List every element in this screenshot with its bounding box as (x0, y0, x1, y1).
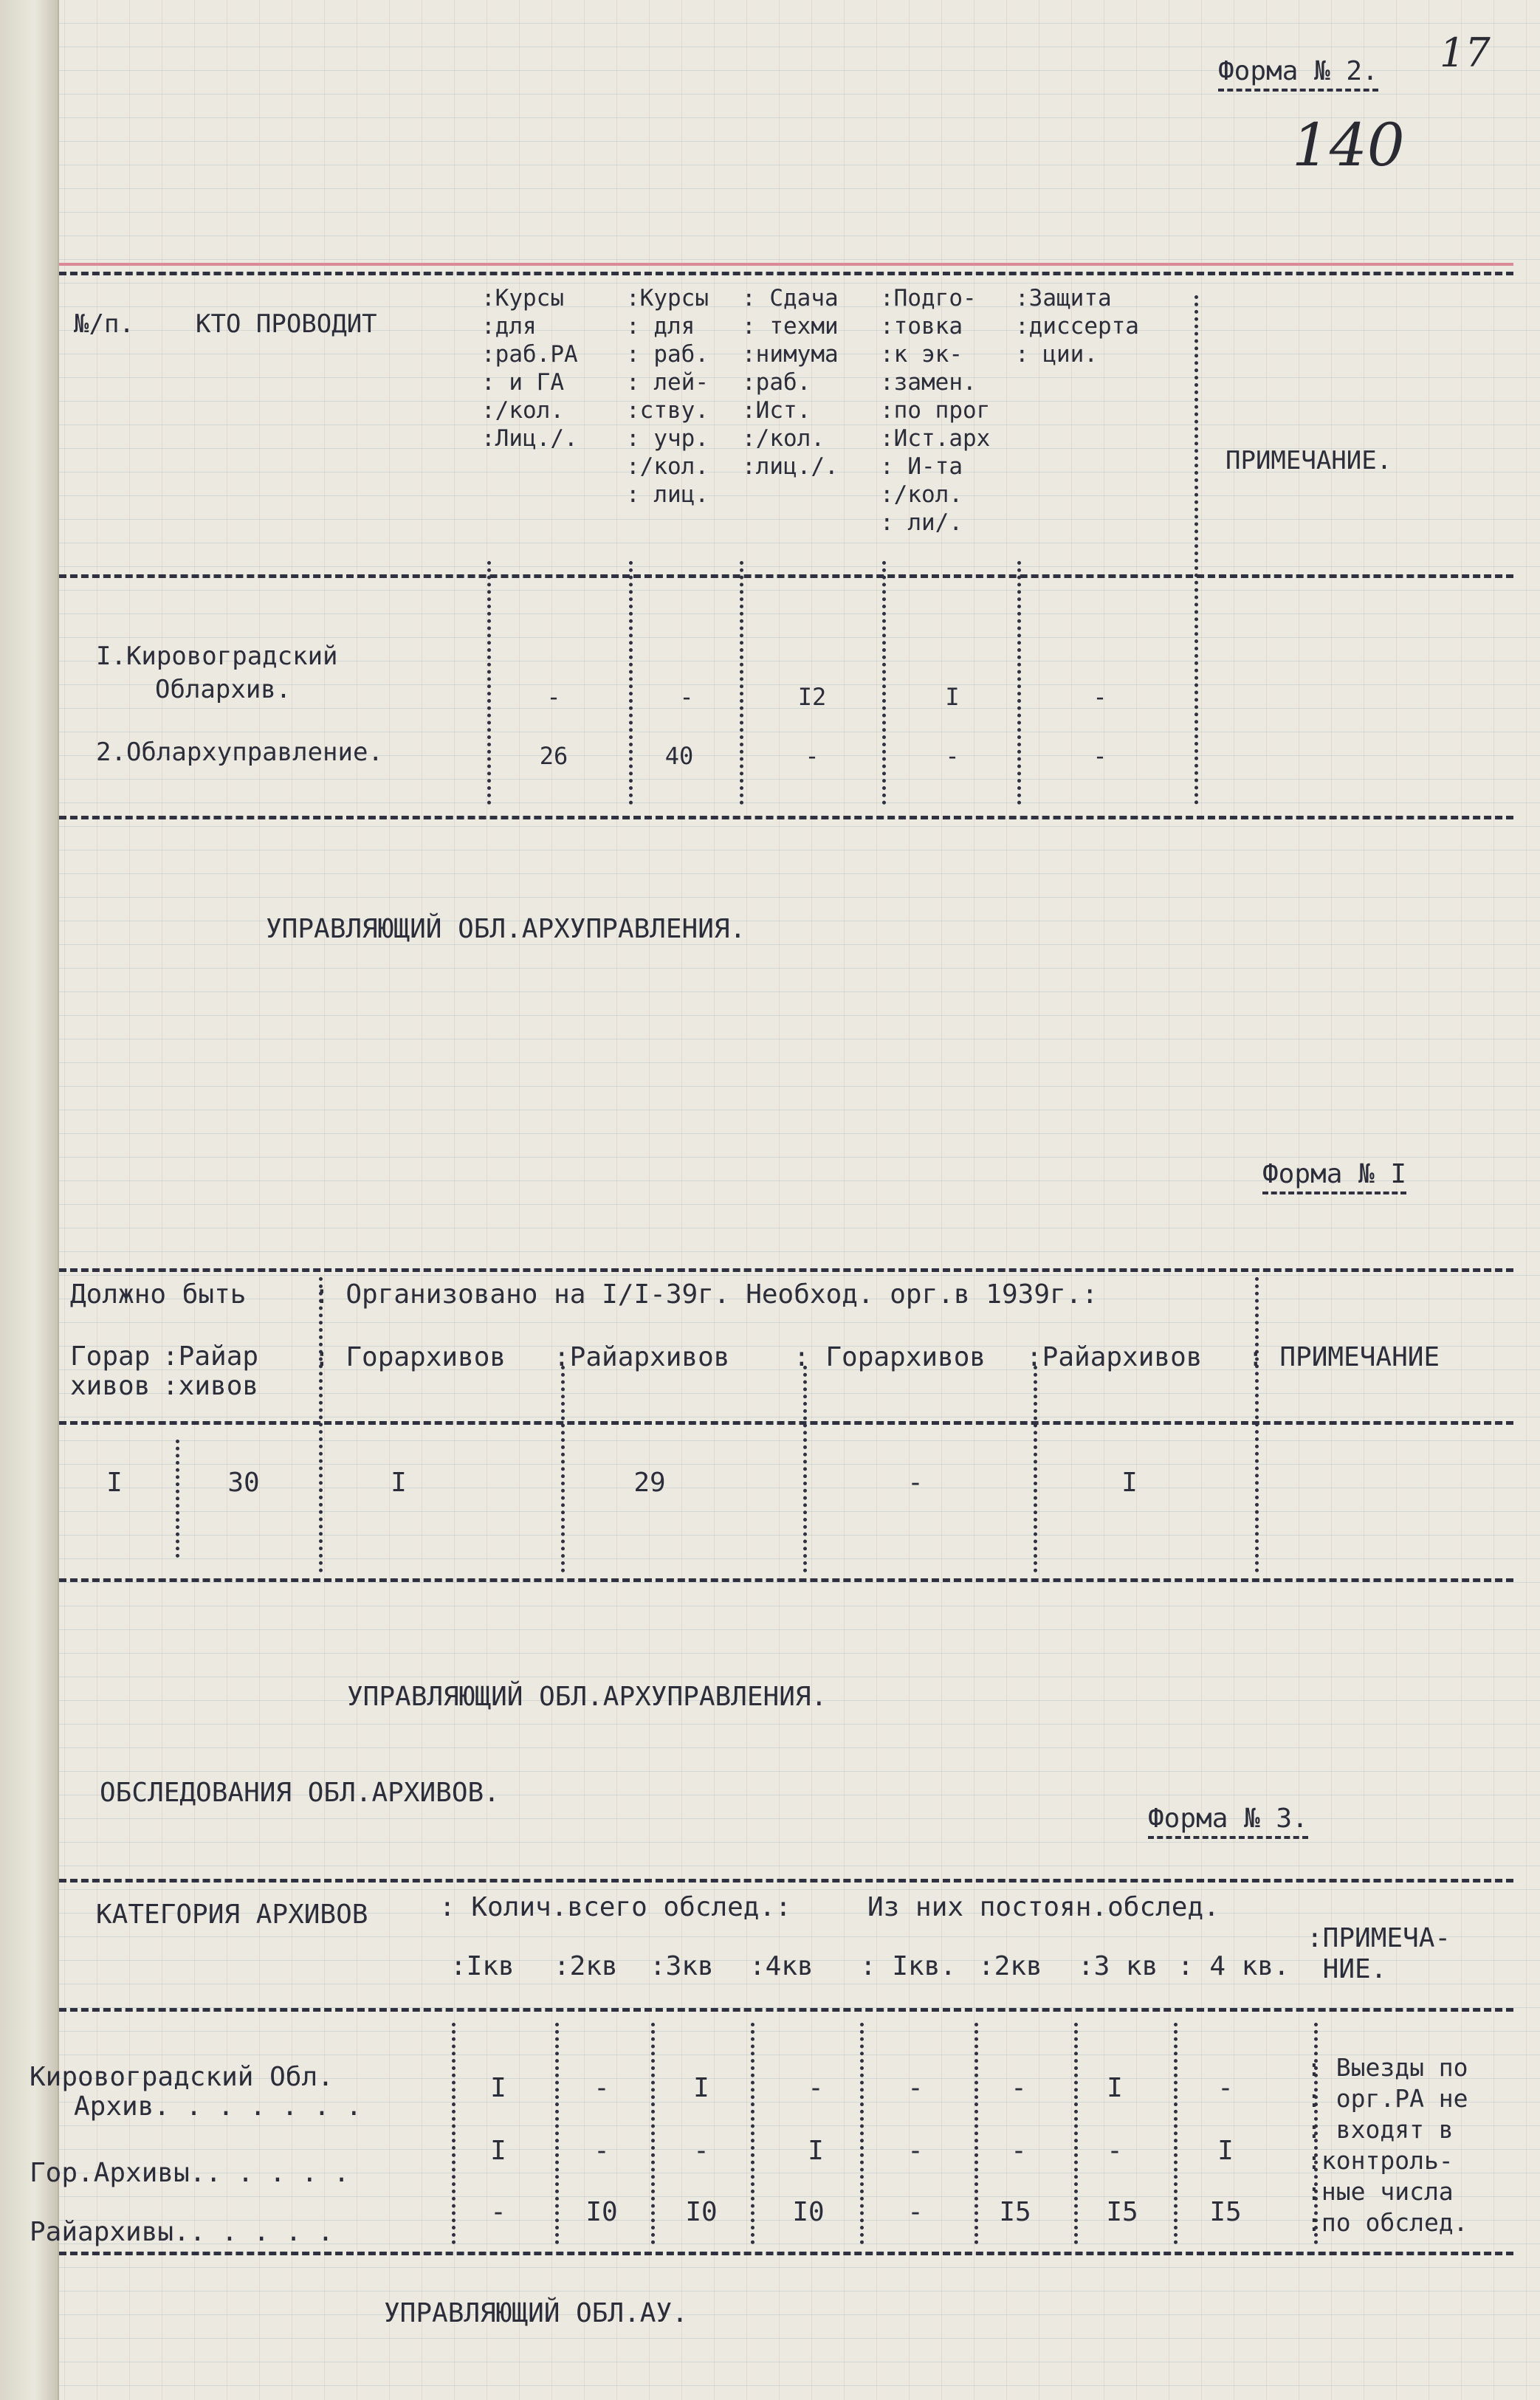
form1-row-ray1: 29 (633, 1468, 666, 1498)
form1-col-divider (1034, 1366, 1037, 1572)
form1-header-organized: : Организовано на I/I-39г. Необход. орг.в 1939г.: (314, 1279, 1099, 1310)
form3-row2-p2: - (1011, 2136, 1027, 2166)
form3-row1-name2: Архив. . . . . . . (74, 2091, 362, 2122)
form3-title: ОБСЛЕДОВАНИЯ ОБЛ.АРХИВОВ. (100, 1778, 500, 1808)
form2-row1-c2: - (679, 683, 694, 711)
form3-col-divider (555, 2023, 559, 2244)
form3-row2-name: Гор.Архивы.. . . . . (30, 2158, 350, 2188)
form3-row2-q2: - (594, 2136, 610, 2166)
form2-header-note: ПРИМЕЧАНИЕ. (1226, 446, 1392, 475)
form3-row3-p1: - (907, 2197, 924, 2227)
form2-label: Форма № 2. (1218, 58, 1378, 92)
form3-header-p3: :3 кв (1078, 1951, 1158, 1981)
form3-row1-name: Кировоградский Обл. (30, 2062, 334, 2092)
form2-header-c3: : Сдача : техми :нимума :раб. :Ист. :/кол. :лиц./. (742, 285, 839, 480)
form3-row3-p4: I5 (1209, 2197, 1242, 2227)
form3-col-divider (651, 2023, 655, 2244)
form2-row1-name: I.Кировоградский (96, 642, 338, 671)
form3-label: Форма № 3. (1148, 1805, 1308, 1839)
form2-col-divider (487, 561, 491, 805)
form3-col-divider (751, 2023, 754, 2244)
form2-row1-c3: I2 (797, 683, 827, 711)
form3-row3-q1: - (490, 2197, 506, 2227)
form3-header-p1: : Iкв. (860, 1951, 957, 1981)
form3-row3-q3: I0 (685, 2197, 718, 2227)
form2-row2-c2: 40 (664, 742, 694, 770)
form2-header-num: №/п. (74, 309, 134, 339)
form3-row1-p4: - (1217, 2073, 1234, 2103)
form1-header-note: : ПРИМЕЧАНИЕ (1248, 1342, 1440, 1372)
form3-header-q3: :3кв (650, 1951, 714, 1981)
form2-row2-c3: - (805, 742, 819, 770)
form1-col-divider (176, 1440, 179, 1558)
form2-header-c1: :Курсы :для :раб.РА : и ГА :/кол. :Лиц./. (481, 285, 578, 452)
form2-col-divider (740, 561, 743, 805)
form1-col-divider (319, 1277, 323, 1572)
form1-header-ray2: :Райархивов (1026, 1342, 1203, 1372)
form2-bottom-rule (59, 816, 1513, 819)
form2-row1-name2: Облархив. (155, 675, 292, 704)
form2-row2-c4: - (945, 742, 960, 770)
form3-row3-p3: I5 (1106, 2197, 1138, 2227)
form3-row1-q2: - (594, 2073, 610, 2103)
form2-row2-c1: 26 (539, 742, 568, 770)
form2-row1-c5: - (1093, 683, 1107, 711)
form3-header-permanent: Из них постоян.обслед. (867, 1892, 1220, 1922)
form1-header-gor1: : Горархивов (314, 1342, 506, 1372)
form2-col-divider (1194, 295, 1198, 805)
form1-header-ray-short: :Райар :хивов (162, 1341, 259, 1401)
form1-col-divider (561, 1366, 565, 1572)
form3-col-divider (1174, 2023, 1178, 2244)
form2-col-divider (882, 561, 886, 805)
page-number-handwritten: 17 (1440, 30, 1491, 76)
form3-row3-q4: I0 (792, 2197, 825, 2227)
form3-row1-p1: - (907, 2073, 924, 2103)
form1-header-gor-short: Горар хивов (70, 1341, 151, 1401)
form1-row-gor1: I (391, 1468, 407, 1498)
form1-top-rule (59, 1268, 1513, 1272)
form1-col-divider (1255, 1277, 1259, 1572)
form2-signature: УПРАВЛЯЮЩИЙ ОБЛ.АРХУПРАВЛЕНИЯ. (266, 914, 746, 944)
form2-row2-name: 2.Облархуправление. (96, 737, 383, 767)
form3-header-q2: :2кв (554, 1951, 618, 1981)
archive-number-handwritten: 140 (1292, 111, 1405, 179)
form1-row-ray-short: 30 (227, 1468, 260, 1498)
form1-header-ray1: :Райархивов (554, 1342, 730, 1372)
form1-signature: УПРАВЛЯЮЩИЙ ОБЛ.АРХУПРАВЛЕНИЯ. (347, 1682, 828, 1712)
form3-col-divider (860, 2023, 864, 2244)
form2-header-who: КТО ПРОВОДИТ (196, 309, 377, 339)
form3-row2-p1: - (907, 2136, 924, 2166)
form1-col-divider (803, 1366, 807, 1572)
form3-signature: УПРАВЛЯЮЩИЙ ОБЛ.АУ. (384, 2298, 688, 2328)
form3-col-divider (452, 2023, 456, 2244)
form1-row-gor2: - (907, 1468, 924, 1498)
form1-row-ray2: I (1121, 1468, 1138, 1498)
form3-row2-q4: I (808, 2136, 824, 2166)
form3-header-category: КАТЕГОРИЯ АРХИВОВ (96, 1899, 368, 1930)
form2-header-rule (59, 574, 1513, 578)
form3-row1-q4: - (808, 2073, 824, 2103)
form3-row3-name: Райархивы.. . . . . (30, 2217, 334, 2247)
binding-margin (0, 0, 59, 2400)
form3-header-q1: :Iкв (450, 1951, 515, 1981)
form3-bottom-rule (59, 2252, 1513, 2255)
form3-header-rule (59, 2008, 1513, 2012)
form2-header-c5: :Защита :диссерта : ции. (1015, 285, 1139, 368)
form3-row1-q3: I (693, 2073, 709, 2103)
form3-header-q4: :4кв (749, 1951, 814, 1981)
form3-col-divider (974, 2023, 978, 2244)
form2-row1-c1: - (546, 683, 561, 711)
form3-row1-p2: - (1011, 2073, 1027, 2103)
form3-row1-q1: I (490, 2073, 506, 2103)
form3-header-p4: : 4 кв. (1178, 1951, 1290, 1981)
form3-row2-q3: - (693, 2136, 709, 2166)
form2-top-rule (59, 272, 1513, 275)
form1-bottom-rule (59, 1578, 1513, 1582)
form1-header-gor2: : Горархивов (794, 1342, 986, 1372)
form3-header-p2: :2кв (978, 1951, 1042, 1981)
form3-header-total: : Колич.всего обслед.: (439, 1892, 791, 1922)
form3-row3-q2: I0 (585, 2197, 618, 2227)
form1-label: Форма № I (1262, 1161, 1406, 1194)
form3-col-divider (1074, 2023, 1078, 2244)
form3-row2-p4: I (1217, 2136, 1234, 2166)
form3-top-rule (59, 1879, 1513, 1882)
form2-col-divider (629, 561, 633, 805)
form3-row2-p3: - (1107, 2136, 1123, 2166)
form2-header-c2: :Курсы : для : раб. : лей- :ству. : учр. :/кол. : лиц. (626, 285, 709, 508)
form3-row2-q1: I (490, 2136, 506, 2166)
form2-row2-c5: - (1093, 742, 1107, 770)
form3-note-text: : Выезды по : орг.РА не : входят в :контроль- :ные числа :по обслед. (1307, 2053, 1468, 2237)
form2-red-top-line (59, 263, 1513, 266)
form1-row-gor-short: I (106, 1468, 123, 1498)
form2-row1-c4: I (945, 683, 960, 711)
form2-col-divider (1017, 561, 1021, 805)
form2-header-c4: :Подго- :товка :к эк- :замен. :по прог :Ист.арх : И-та :/кол. : ли/. (880, 285, 991, 536)
form3-header-note: :ПРИМЕЧА- НИЕ. (1307, 1923, 1451, 1984)
form3-row3-p2: I5 (999, 2197, 1031, 2227)
form3-row1-p3: I (1107, 2073, 1123, 2103)
form1-header-rule (59, 1421, 1513, 1425)
form1-header-should-be: Должно быть (70, 1279, 247, 1310)
